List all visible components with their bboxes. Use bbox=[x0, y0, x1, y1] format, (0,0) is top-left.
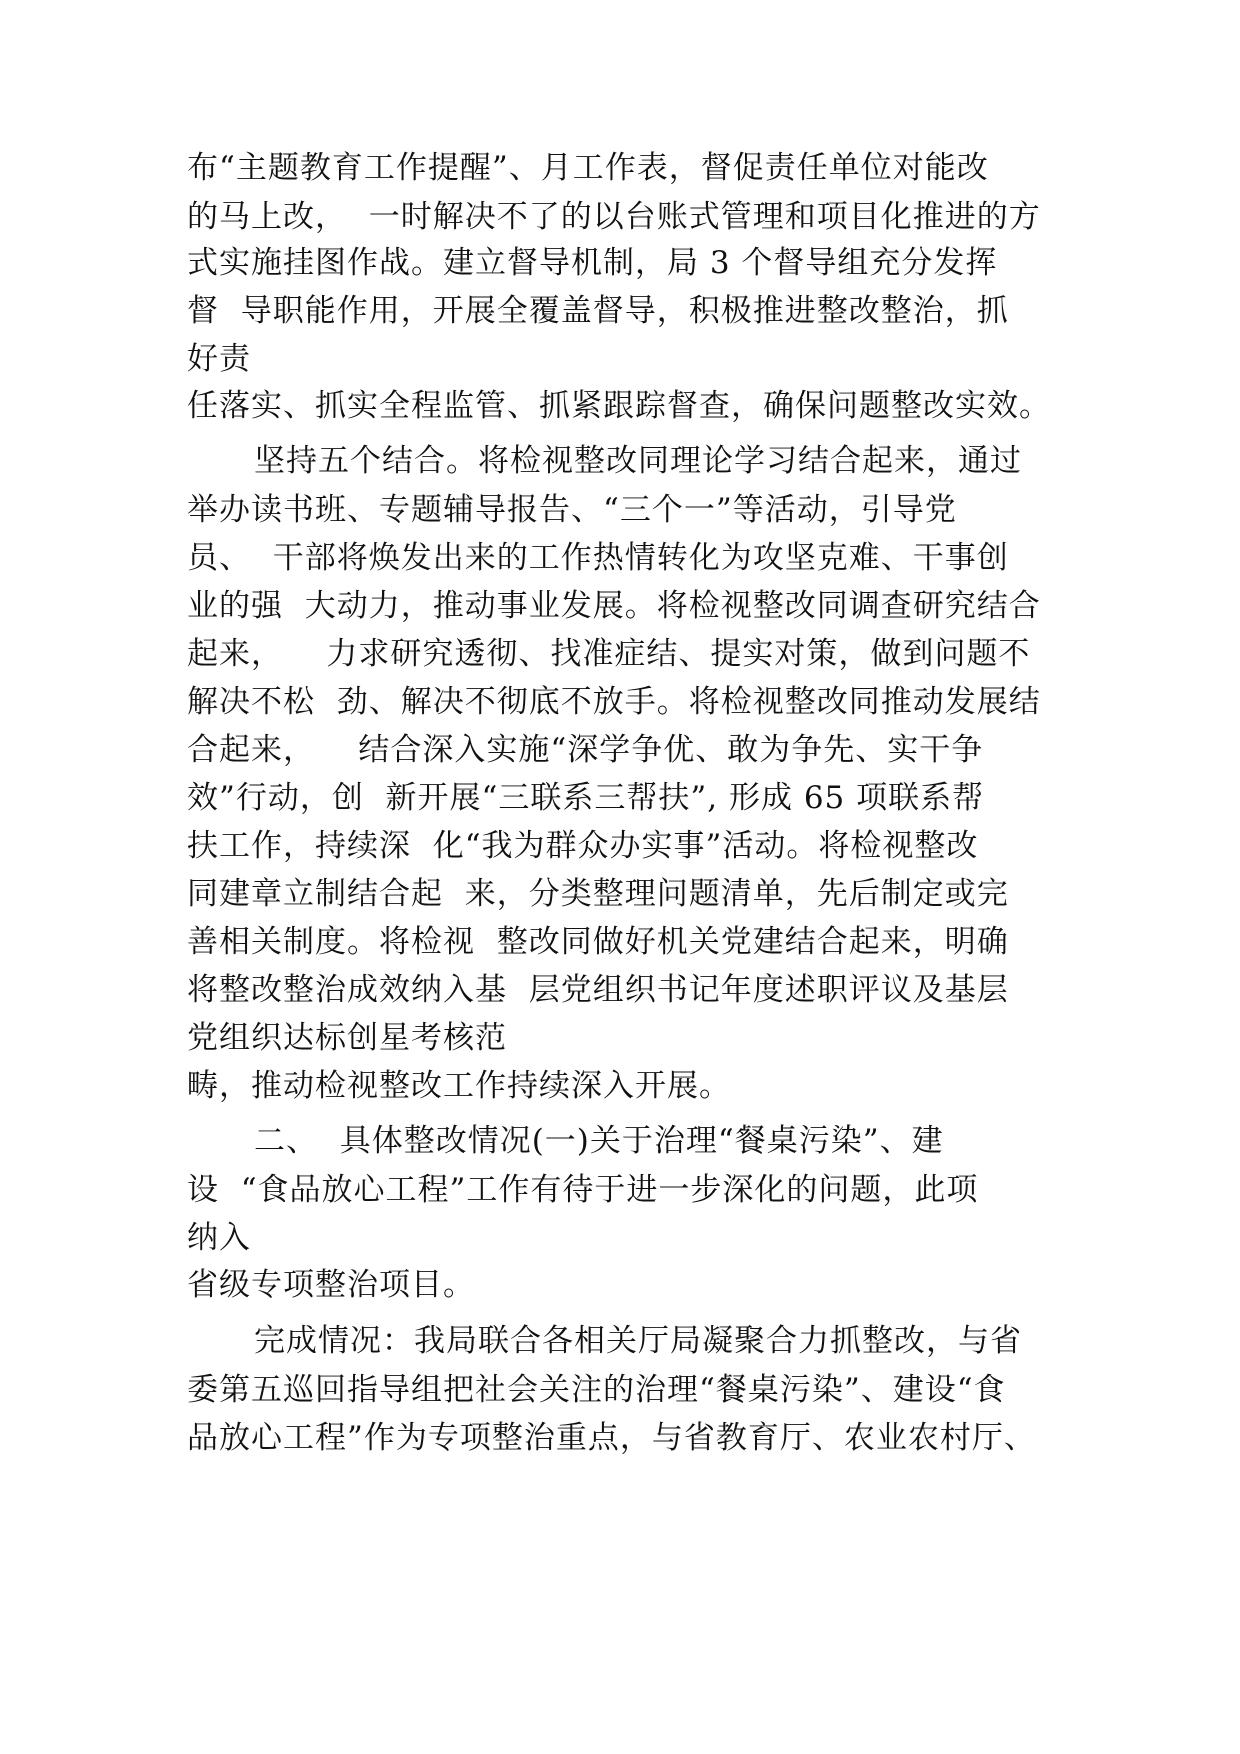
text-line: 畴，推动检视整改工作持续深入开展。 bbox=[187, 1068, 731, 1104]
text-line: 业的强 大动力，推动事业发展。将检视整改同调查研究结合 bbox=[187, 588, 1041, 624]
text-line: 将整改整治成效纳入基 层党组织书记年度述职评议及基层 bbox=[187, 972, 1009, 1008]
paragraph-first-line: 完成情况：我局联合各相关厅局凝聚合力抓整改，与省 bbox=[254, 1323, 1022, 1359]
text-line: 的马上改， 一时解决不了的以台账式管理和项目化推进的方 bbox=[187, 199, 1041, 235]
text-line: 扶工作，持续深 化“我为群众办实事”活动。将检视整改 bbox=[187, 828, 979, 864]
text-line: 品放心工程”作为专项整治重点，与省教育厅、农业农村厅、 bbox=[187, 1420, 1036, 1456]
text-line: 任落实、抓实全程监管、抓紧跟踪督查，确保问题整改实效。 bbox=[187, 388, 1051, 424]
text-line: 起来， 力求研究透彻、找准症结、提实对策，做到问题不 bbox=[187, 636, 1031, 672]
text-line: 效”行动，创 新开展“三联系三帮扶”, 形成 65 项联系帮 bbox=[187, 780, 985, 816]
paragraph-first-line: 坚持五个结合。将检视整改同理论学习结合起来，通过 bbox=[254, 443, 1022, 479]
text-line: 委第五巡回指导组把社会关注的治理“餐桌污染”、建设“食 bbox=[187, 1372, 1006, 1408]
text-line: 合起来， 结合深入实施“深学争优、敢为争先、实干争 bbox=[187, 732, 984, 768]
text-line: 举办读书班、专题辅导报告、“三个一”等活动，引导党 bbox=[187, 492, 957, 528]
text-line: 党组织达标创星考核范 bbox=[187, 1020, 507, 1056]
section-heading-line: 二、 具体整改情况(一)关于治理“餐桌污染”、建 bbox=[254, 1123, 944, 1159]
text-line: 式实施挂图作战。建立督导机制，局 3 个督导组充分发挥 bbox=[187, 245, 998, 281]
text-line: 好责 bbox=[187, 341, 251, 377]
text-line: 纳入 bbox=[187, 1220, 251, 1256]
text-line: 善相关制度。将检视 整改同做好机关党建结合起来，明确 bbox=[187, 924, 1009, 960]
text-line: 员、 干部将焕发出来的工作热情转化为攻坚克难、干事创 bbox=[187, 540, 1009, 576]
text-line: 省级专项整治项目。 bbox=[187, 1267, 475, 1303]
text-line: 督 导职能作用，开展全覆盖督导，积极推进整改整治，抓 bbox=[187, 293, 1009, 329]
text-line: 同建章立制结合起 来，分类整理问题清单，先后制定或完 bbox=[187, 876, 1009, 912]
text-line: 解决不松 劲、解决不彻底不放手。将检视整改同推动发展结 bbox=[187, 684, 1041, 720]
text-line: 布“主题教育工作提醒”、月工作表，督促责任单位对能改 bbox=[187, 150, 989, 186]
text-line: 设 “食品放心工程”工作有待于进一步深化的问题，此项 bbox=[187, 1172, 979, 1208]
